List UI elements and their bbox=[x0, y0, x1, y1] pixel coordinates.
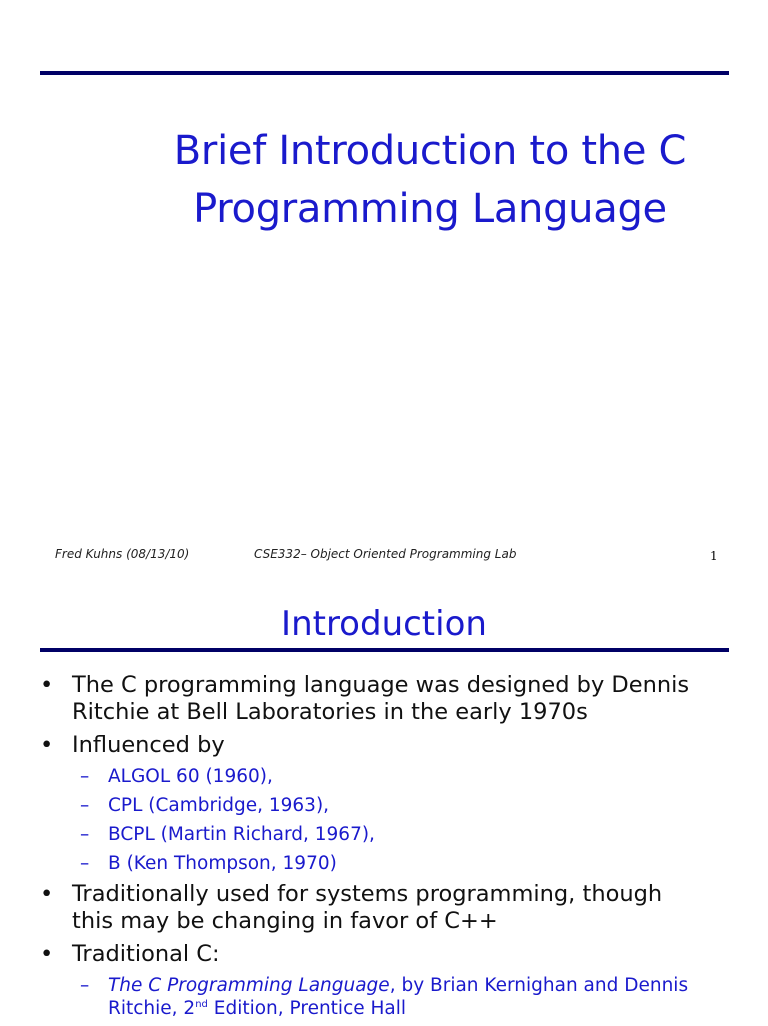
footer-course: CSE332– Object Oriented Programming Lab bbox=[254, 547, 517, 561]
dash-icon: – bbox=[80, 853, 90, 874]
sub-bullet-text: ALGOL 60 (1960), bbox=[108, 766, 273, 787]
page-number: 1 bbox=[710, 549, 718, 563]
sub-bullet-item bbox=[0, 974, 768, 1020]
bullet-item bbox=[0, 672, 768, 726]
dash-icon: – bbox=[80, 824, 90, 845]
bullet-icon: • bbox=[40, 732, 54, 758]
edition-superscript: nd bbox=[195, 998, 208, 1010]
bullet-list bbox=[0, 672, 768, 1026]
sub-bullet-item bbox=[0, 852, 768, 875]
footer-author-date: Fred Kuhns (08/13/10) bbox=[55, 547, 190, 561]
book-title: The C Programming Language bbox=[108, 975, 390, 996]
book-edition-prefix: Ritchie, 2 bbox=[108, 998, 196, 1019]
dash-icon: – bbox=[80, 795, 90, 816]
bullet-item bbox=[0, 941, 768, 968]
top-rule bbox=[40, 71, 729, 75]
sub-bullet-text: B (Ken Thompson, 1970) bbox=[108, 853, 337, 874]
sub-bullet-text: BCPL (Martin Richard, 1967), bbox=[108, 824, 375, 845]
bullet-icon: • bbox=[40, 672, 54, 698]
sub-bullet-item bbox=[0, 765, 768, 788]
sub-bullet-item bbox=[0, 823, 768, 846]
bullet-icon: • bbox=[40, 881, 54, 907]
bullet-icon: • bbox=[40, 941, 54, 967]
bullet-item bbox=[0, 881, 768, 935]
slide-title-line2: Programming Language bbox=[193, 186, 667, 232]
sub-bullet-item bbox=[0, 794, 768, 817]
book-edition-suffix: Edition, Prentice Hall bbox=[207, 998, 407, 1019]
dash-icon: – bbox=[80, 975, 90, 996]
title-rule bbox=[40, 648, 729, 652]
introduction-title: Introduction bbox=[281, 604, 487, 644]
bullet-text: Ritchie at Bell Laboratories in the early 1970s bbox=[72, 699, 588, 725]
bullet-text: Traditional C: bbox=[72, 941, 220, 967]
slide-title-line1: Brief Introduction to the C bbox=[173, 128, 687, 174]
dash-icon: – bbox=[80, 766, 90, 787]
bullet-item bbox=[0, 732, 768, 759]
bullet-text: The C programming language was designed by Dennis bbox=[72, 672, 690, 698]
bullet-text: Traditionally used for systems programming, though bbox=[72, 881, 663, 907]
introduction-slide bbox=[0, 582, 768, 1024]
slide-title bbox=[80, 122, 768, 238]
bullet-text: this may be changing in favor of C++ bbox=[72, 908, 498, 934]
book-authors: , by Brian Kernighan and Dennis bbox=[389, 975, 689, 996]
sub-bullet-text: CPL (Cambridge, 1963), bbox=[108, 795, 330, 816]
bullet-text: Influenced by bbox=[72, 732, 225, 758]
